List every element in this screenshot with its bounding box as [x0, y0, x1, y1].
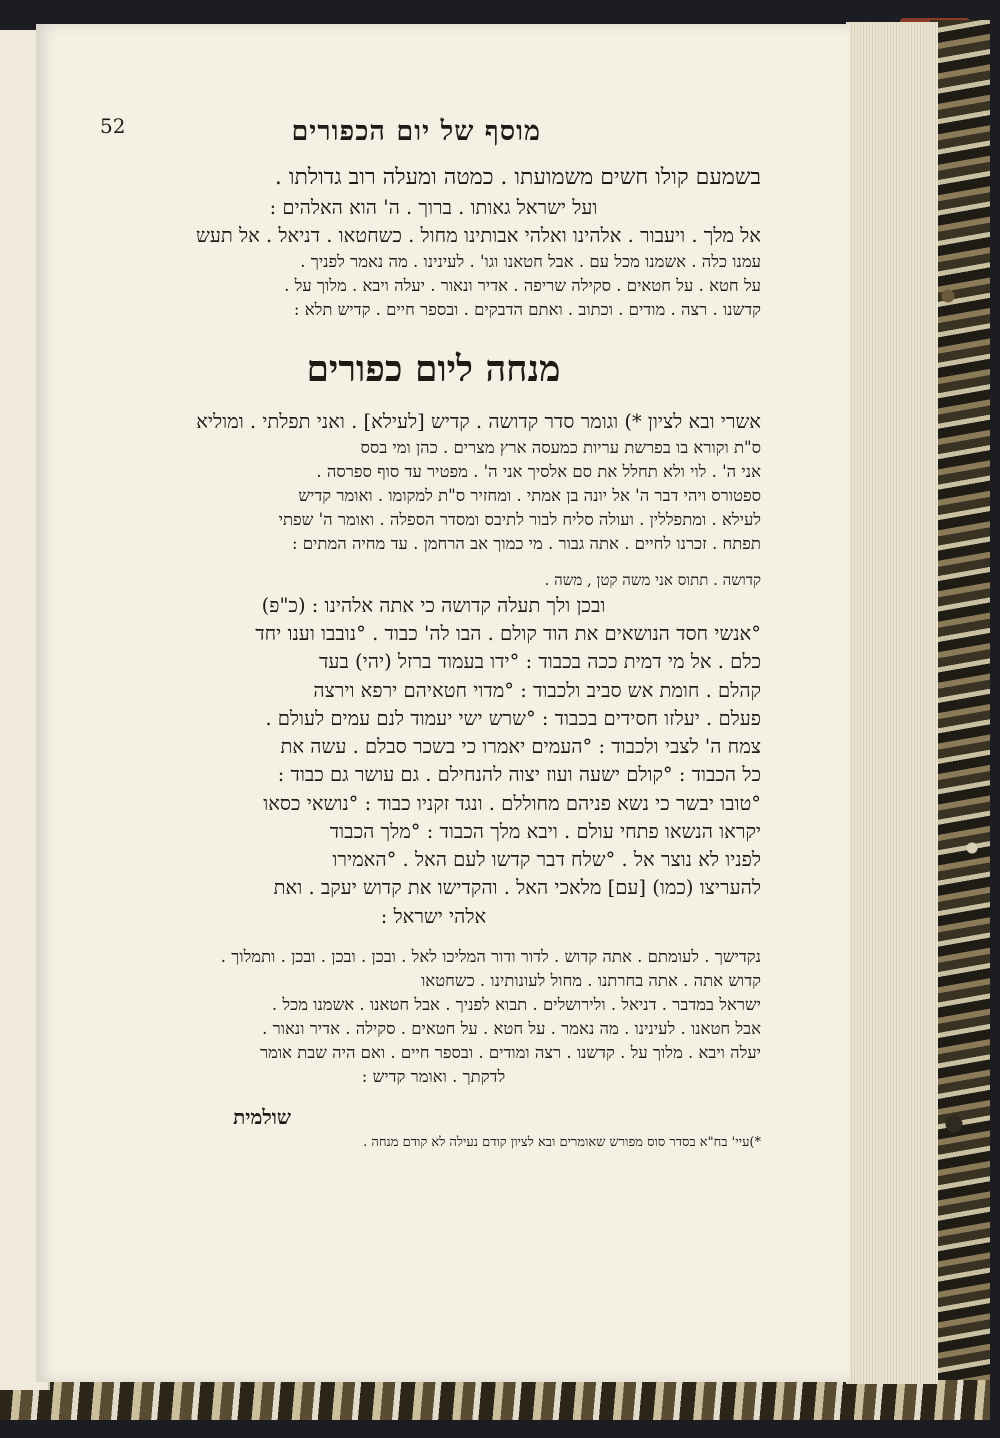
book-cover-bottom: [0, 1380, 990, 1420]
mincha-block: [106, 408, 761, 556]
text-line: אבל חטאנו . לעינינו . מה נאמר . על חטא . על חטאים . סקילה . אדיר ונאור .: [262, 1018, 761, 1038]
text-line: קהלם . חומת אש סביב ולכבוד : °מדוי חטאיהם ירפא וירצה: [313, 678, 761, 702]
page-block-edges: [846, 22, 938, 1384]
text-line: °טובו יבשר כי נשא פניהם מחוללם . ונגד זקניו כבוד : °נושאי כסאו: [263, 791, 761, 815]
text-line: יעלה ויבא . מלוך על . קדשנו . רצה ומודים . ובספר חיים . ואם היה שבת אומר: [259, 1042, 761, 1062]
text-line: ס"ת וקורא בו בפרשת עריות כמעסה ארץ מצרים . כהן ומי בסס: [360, 438, 761, 458]
text-line: ובכן ולך תעלה קדושה כי אתה אלהינו : (כ"פ): [261, 593, 606, 617]
musaf-block: [106, 162, 761, 322]
text-line: אני ה' . לוי ולא תחלל את סם אלסיך אני ה' . מפטיר עד סוף ספרסה .: [316, 462, 761, 482]
running-head-title: מוסף של יום הכפורים: [291, 116, 541, 147]
text-line: קדושה . תתוס אני משה קטן , משה .: [544, 571, 761, 590]
text-line: אל מלך . ויעבור . אלהינו ואלהי אבותינו מחול . כשחטאו . דניאל . אל תעש: [196, 224, 761, 248]
text-line: יקראו הנשאו פתחי עולם . ויבא מלך הכבוד : °מלך הכבוד: [329, 819, 761, 843]
nakdishach-block: [106, 945, 761, 1089]
text-line: בשמעם קולו חשים משמועתו . כמטה ומעלה רוב גדולתו .: [274, 165, 761, 190]
page-number: 52: [100, 114, 126, 138]
text-line: על חטא . על חטאים . סקילה שריפה . אדיר ונאור . יעלה ויבא . מלוך על .: [284, 276, 761, 296]
text-line: קדשנו . רצה . מודים . וכתוב . ואתם הדבקים . ובספר חיים . קדיש תלא :: [293, 300, 761, 320]
text-line: קדוש אתה . אתה בחרתנו . מחול לעונותינו . כשחטאו: [421, 970, 761, 990]
section-title: מנחה ליום כפורים: [306, 348, 561, 391]
text-line: ישראל במדבר . דניאל . ולירושלים . תבוא לפניך . אבל חטאנו . אשמנו מכל .: [271, 994, 761, 1014]
text-line: לפניו לא נוצר אל . °שלח דבר קדשו לעם האל . °האמירו: [332, 848, 761, 872]
text-line: צמח ה' לצבי ולכבוד : °העמים יאמרו כי בשכר סבלם . עשה את: [280, 735, 761, 759]
page-content: [100, 108, 761, 1150]
catchword: שולמית: [233, 1104, 291, 1129]
kedusha-block: [106, 570, 761, 931]
text-line: להעריצו (כמו) [עם] מלאכי האל . והקדישו את קדוש יעקב . ואת: [273, 876, 761, 900]
text-line: נקדישך . לעומתם . אתה קדוש . לדור ודור המליכו לאל . ובכן . ובכן . ובכן . ותמלוך .: [220, 947, 761, 966]
running-head: [100, 108, 761, 162]
text-line: לדקתך . ואומר קדיש :: [361, 1066, 506, 1086]
text-line: אלהי ישראל :: [380, 904, 487, 928]
text-line: ספטורס ויהי דבר ה' אל יונה בן אמתי . ומחזיר ס"ת למקומו . ואומר קדיש: [298, 486, 761, 506]
footnote: *)עיי' בח"א בסדר סוס מפורש שאומרים ובא לציון קודם נעילה לא קודם מנחה .: [363, 1134, 761, 1150]
text-line: עמנו כלה . אשמנו מכל עם . אבל חטאנו וגו' . לעינינו . מה נאמר לפניך .: [300, 252, 761, 272]
text-line: כל הכבוד : °קולם ישעה ועוז יצוה להנחילם . גם עושר גם כבוד :: [277, 763, 761, 787]
book-cover-edge: [930, 20, 990, 1400]
text-line: °אנשי חסד הנושאים את הוד קולם . הבו לה' כבוד . °נובבו וענו יחד: [255, 622, 761, 646]
text-line: לעילא . ומתפללין . ועולה סליח לבור לתיבס ומסדר הספלה . ואומר ה' שפתי: [278, 510, 761, 530]
text-line: ועל ישראל גאותו . ברוך . ה' הוא האלהים :: [269, 195, 598, 219]
text-line: אשרי ובא לציון *) וגומר סדר קדושה . קדיש [לעילא] . ואני תפלתי . ומוליא: [196, 410, 761, 434]
text-line: פעלם . יעלזו חסידים בכבוד : °שרש ישי יעמוד לנם עמים לעולם .: [265, 706, 761, 730]
book-page: [36, 24, 850, 1382]
text-line: תפתח . זכרנו לחיים . אתה גבור . מי כמוך אב הרחמן . עד מחיה המתים :: [291, 534, 761, 554]
text-line: כלם . אל מי דמית ככה בכבוד : °ידו בעמוד ברזל (יהי) בעד: [319, 650, 761, 674]
